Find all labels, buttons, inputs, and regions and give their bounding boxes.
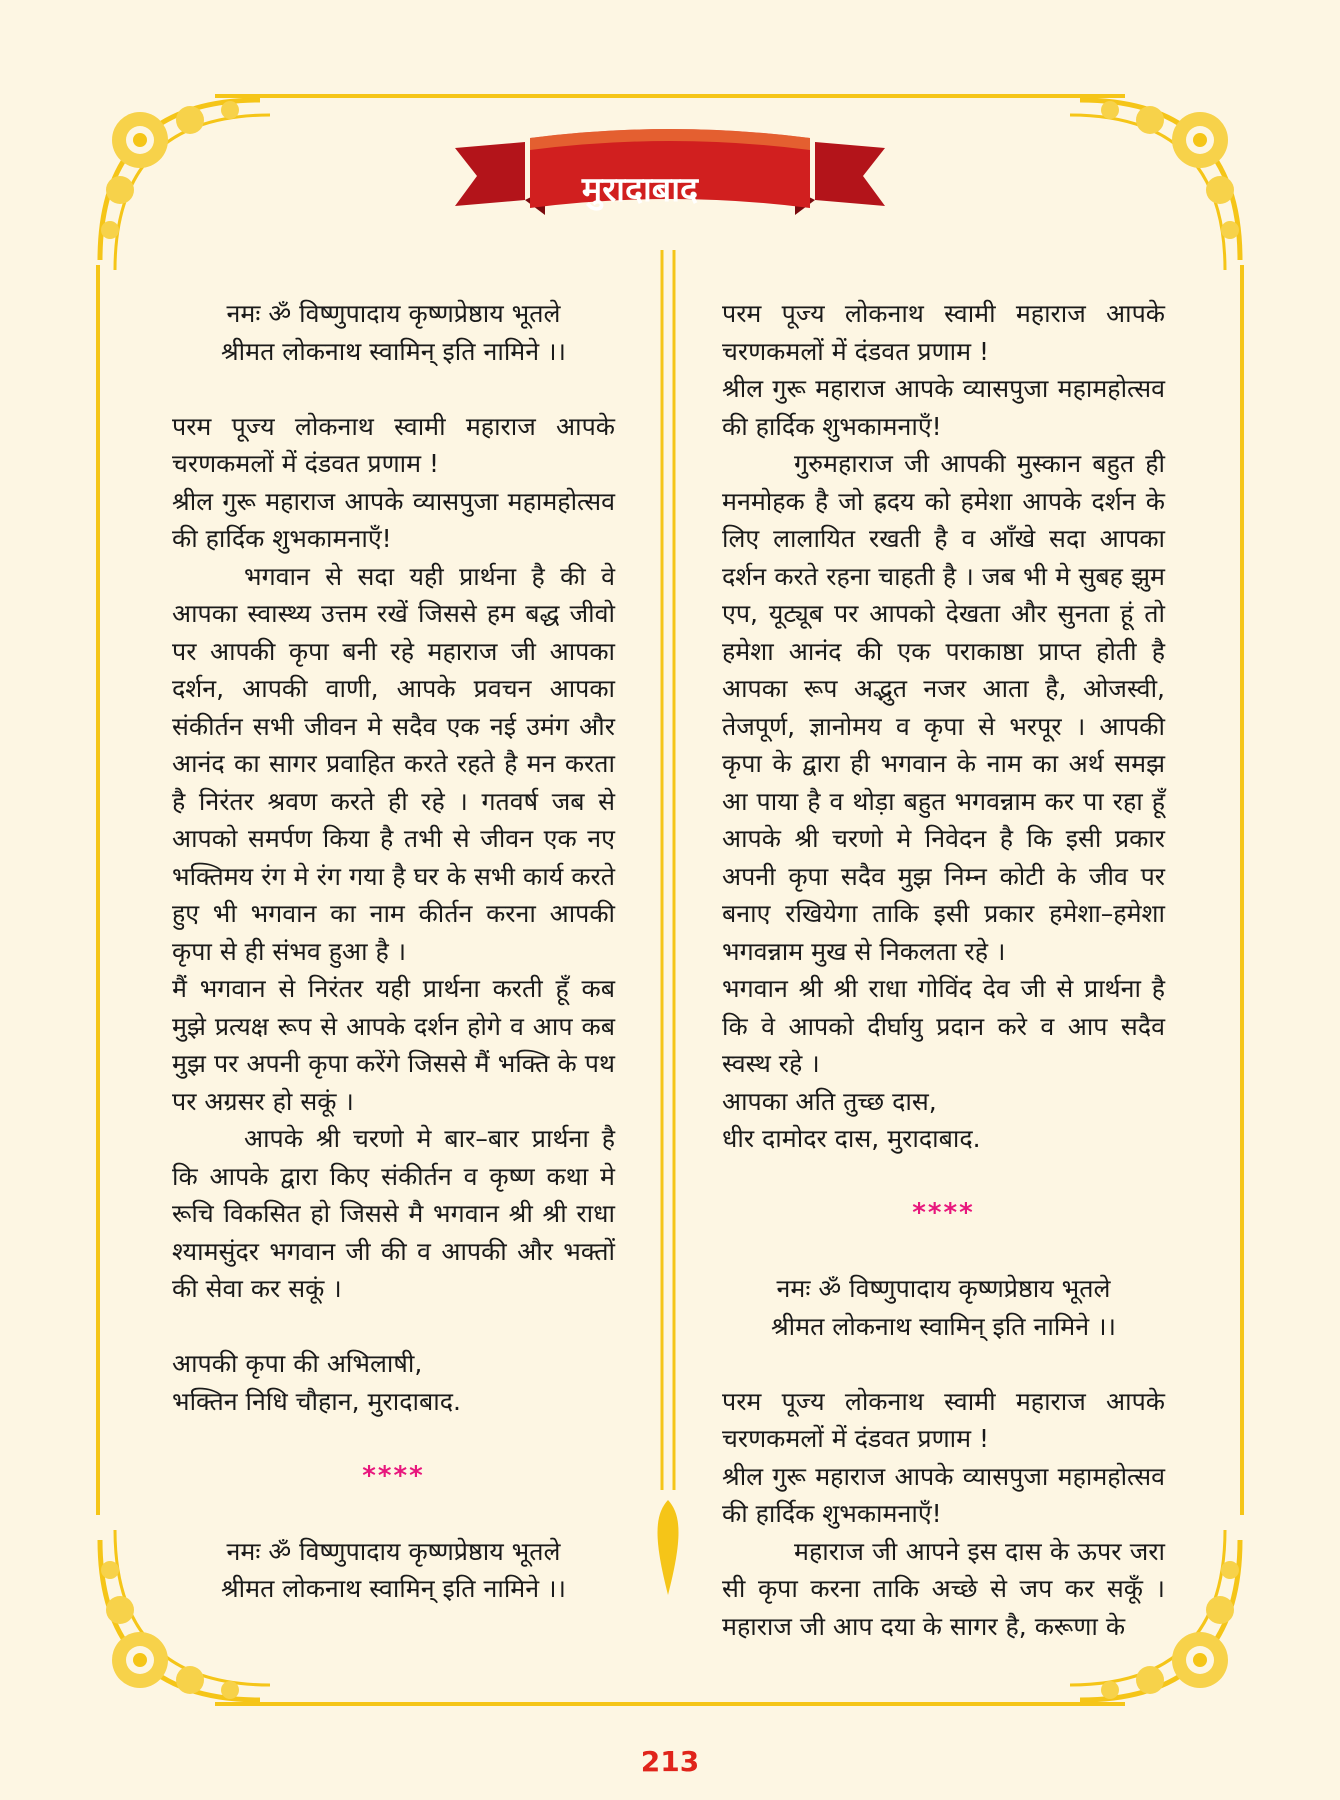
letter-closing: आपकी कृपा की अभिलाषी, <box>172 1349 423 1378</box>
mantra-line: नमः ॐ विष्णुपादाय कृष्णप्रेष्ठाय भूतले <box>226 1536 561 1566</box>
letter-paragraph: मैं भगवान से निरंतर यही प्रार्थना करती हूँ कब मुझे प्रत्यक्ष रूप से आपके दर्शन होगे व आप कब मुझ पर अपनी कृपा करेंगे जिससे मैं भक्ति के पथ पर अग्रसर हो सकूं । <box>172 974 615 1116</box>
letter-closing: आपका अति तुच्छ दास, <box>722 1086 937 1116</box>
section-separator: **** <box>362 1460 425 1491</box>
letter-greeting: श्रील गुरू महाराज आपके व्यासपुजा महामहोत्सव की हार्दिक शुभकामनाएँ! <box>722 374 1165 441</box>
mantra-line: नमः ॐ विष्णुपादाय कृष्णप्रेष्ठाय भूतले <box>226 299 561 328</box>
letter-paragraph: भगवान से सदा यही प्रार्थना है की वे आपका स्वास्थ्य उत्तम रखें जिससे हम बद्ध जीवो पर आपकी कृपा बनी रहे महाराज जी आपका दर्शन, आपकी वाणी, आपके प्रवचन आपका संकीर्तन सभी जीवन मे सदैव एक नई उमंग और आनंद का सागर प्रवाहित करते रहते है मन करता है निरंतर श्रवण करते ही रहे । गतवर्ष जब से आपको समर्पण किया है तभी से जीवन एक नए भक्तिमय रंग मे रंग गया है घर के सभी कार्य करते हुए भी भगवान का नाम कीर्तन करना आपकी कृपा से ही संभव हुआ है । <box>172 561 615 966</box>
letter-greeting: श्रील गुरू महाराज आपके व्यासपुजा महामहोत्सव की हार्दिक शुभकामनाएँ! <box>722 1461 1165 1528</box>
letter-greeting: परम पूज्य लोकनाथ स्वामी महाराज आपके चरणकमलों में दंडवत प्रणाम ! <box>172 411 615 478</box>
letter-greeting: श्रील गुरू महाराज आपके व्यासपुजा महामहोत्सव की हार्दिक शुभकामनाएँ! <box>172 486 615 553</box>
left-column <box>172 295 615 1608</box>
corner-ornament-icon <box>1050 70 1270 290</box>
mantra-line: श्रीमत लोकनाथ स्वामिन् इति नामिने ।। <box>770 1311 1117 1341</box>
column-divider <box>650 250 686 1600</box>
frame-top-border <box>215 94 1125 98</box>
frame-left-border <box>96 265 100 1515</box>
letter-greeting: परम पूज्य लोकनाथ स्वामी महाराज आपके चरणकमलों में दंडवत प्रणाम ! <box>722 299 1165 366</box>
letter-paragraph: भगवान श्री श्री राधा गोविंद देव जी से प्रार्थना है कि वे आपको दीर्घायु प्रदान करे व आप सदैव स्वस्थ रहे । <box>722 974 1165 1078</box>
letter-paragraph: महाराज जी आपने इस दास के ऊपर जरा सी कृपा करना ताकि अच्छे से जप कर सकूँ । महाराज जी आप दया के सागर है, करूणा के <box>722 1536 1165 1641</box>
right-column <box>722 295 1165 1645</box>
letter-paragraph: गुरुमहाराज जी आपकी मुस्कान बहुत ही मनमोहक है जो ह्रदय को हमेशा आपके दर्शन के लिए लालायित रखती है व आँखे सदा आपका दर्शन करते रहना चाहती है । जब भी मे सुबह झुम एप, यूट्यूब पर आपको देखता और सुनता हूं तो हमेशा आनंद की एक पराकाष्ठा प्राप्त होती है आपका रूप अद्भुत नजर आता है, ओजस्वी, तेजपूर्ण, ज्ञानोमय व कृपा से भरपूर । आपकी कृपा के द्वारा ही भगवान के नाम का अर्थ समझ आ पाया है व थोड़ा बहुत भगवन्नाम कर पा रहा हूँ आपके श्री चरणो मे निवेदन है कि इसी प्रकार अपनी कृपा सदैव मुझ निम्न कोटी के जीव पर बनाए रखियेगा ताकि इसी प्रकार हमेशा–हमेशा भगवन्नाम मुख से निकलता रहे । <box>722 449 1165 966</box>
corner-ornament-icon <box>70 70 290 290</box>
letter-paragraph: आपके श्री चरणो मे बार–बार प्रार्थना है कि आपके द्वारा किए संकीर्तन व कृष्ण कथा मे रूचि विकसित हो जिससे मै भगवान श्री श्री राधा श्यामसुंदर भगवान जी की व आपकी और भक्तों की सेवा कर सकूं । <box>172 1124 615 1303</box>
page-title: मुरादाबाद <box>581 170 699 210</box>
letter-greeting: परम पूज्य लोकनाथ स्वामी महाराज आपके चरणकमलों में दंडवत प्रणाम ! <box>722 1386 1165 1453</box>
frame-bottom-border <box>215 1702 1125 1706</box>
page-number: 213 <box>640 1745 700 1778</box>
mantra-line: श्रीमत लोकनाथ स्वामिन् इति नामिने ।। <box>220 1574 567 1603</box>
letter-signature: भक्तिन निधि चौहान, मुरादाबाद. <box>172 1386 461 1416</box>
letter-signature: धीर दामोदर दास, मुरादाबाद. <box>722 1124 981 1153</box>
section-separator: **** <box>912 1198 975 1228</box>
frame-right-border <box>1240 265 1244 1515</box>
mantra-line: नमः ॐ विष्णुपादाय कृष्णप्रेष्ठाय भूतले <box>776 1274 1111 1303</box>
mantra-line: श्रीमत लोकनाथ स्वामिन् इति नामिने ।। <box>220 336 567 366</box>
